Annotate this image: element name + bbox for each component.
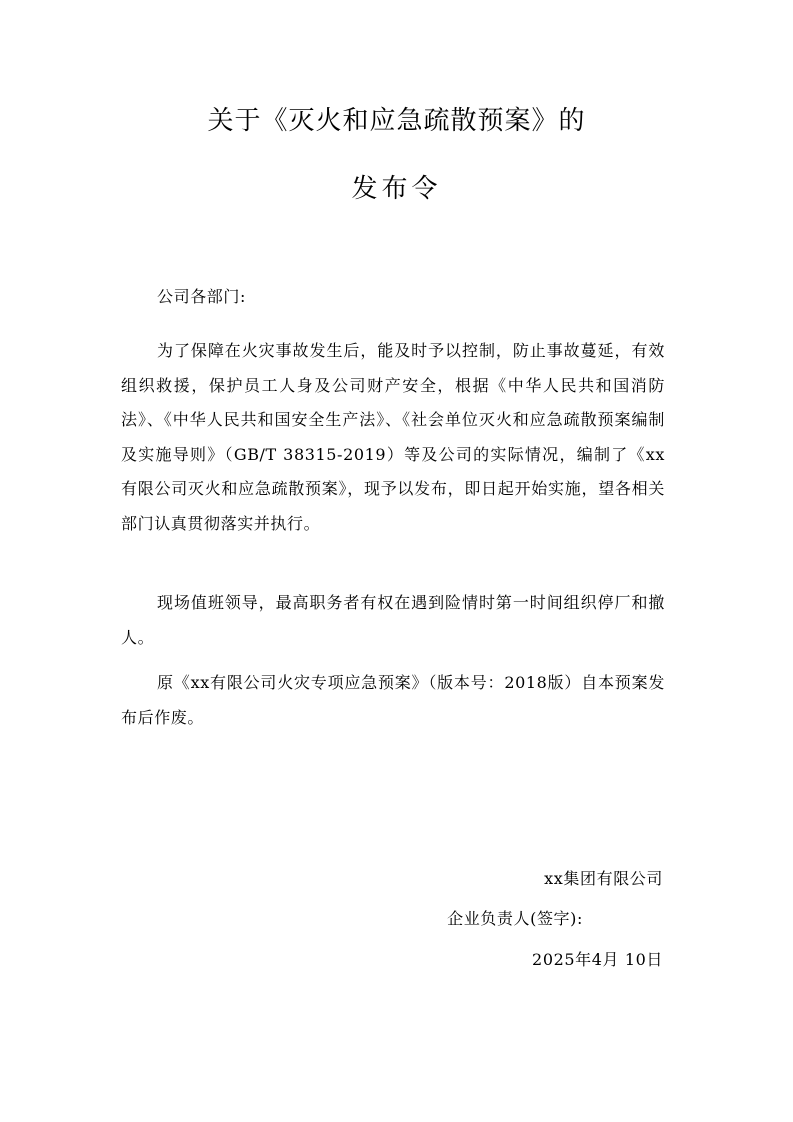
signature-company: xx集团有限公司 — [544, 869, 663, 888]
salutation: 公司各部门: — [157, 287, 246, 306]
document-title-line-2: 发布令 — [351, 174, 442, 204]
paragraph-basis: 为了保障在火灾事故发生后，能及时予以控制，防止事故蔓延，有效组织救援，保护员工人身及公司财产安全，根据《中华人民共和国消防法》、《中华人民共和国安全生产法》、《社会单位灭火和应急疏散预案编制及实施导则》（GB/T 38315-2019）等及公司的实际情况，编制了《xx有限公司灭火和应急疏散预案》，现予以发布，即日起开始实施，望各相关部门认真贯彻落实并执行。 — [121, 341, 665, 533]
signature-date: 2025年4月 10日 — [532, 950, 663, 969]
signature-person-label: 企业负责人(签字): — [447, 909, 583, 928]
paragraph-duty-authority: 现场值班领导，最高职务者有权在遇到险情时第一时间组织停厂和撤人。 — [121, 593, 665, 647]
document-title-line-1: 关于《灭火和应急疏散预案》的 — [207, 106, 586, 136]
paragraph-supersede: 原《xx有限公司火灾专项应急预案》（版本号：2018版）自本预案发布后作废。 — [121, 673, 665, 727]
